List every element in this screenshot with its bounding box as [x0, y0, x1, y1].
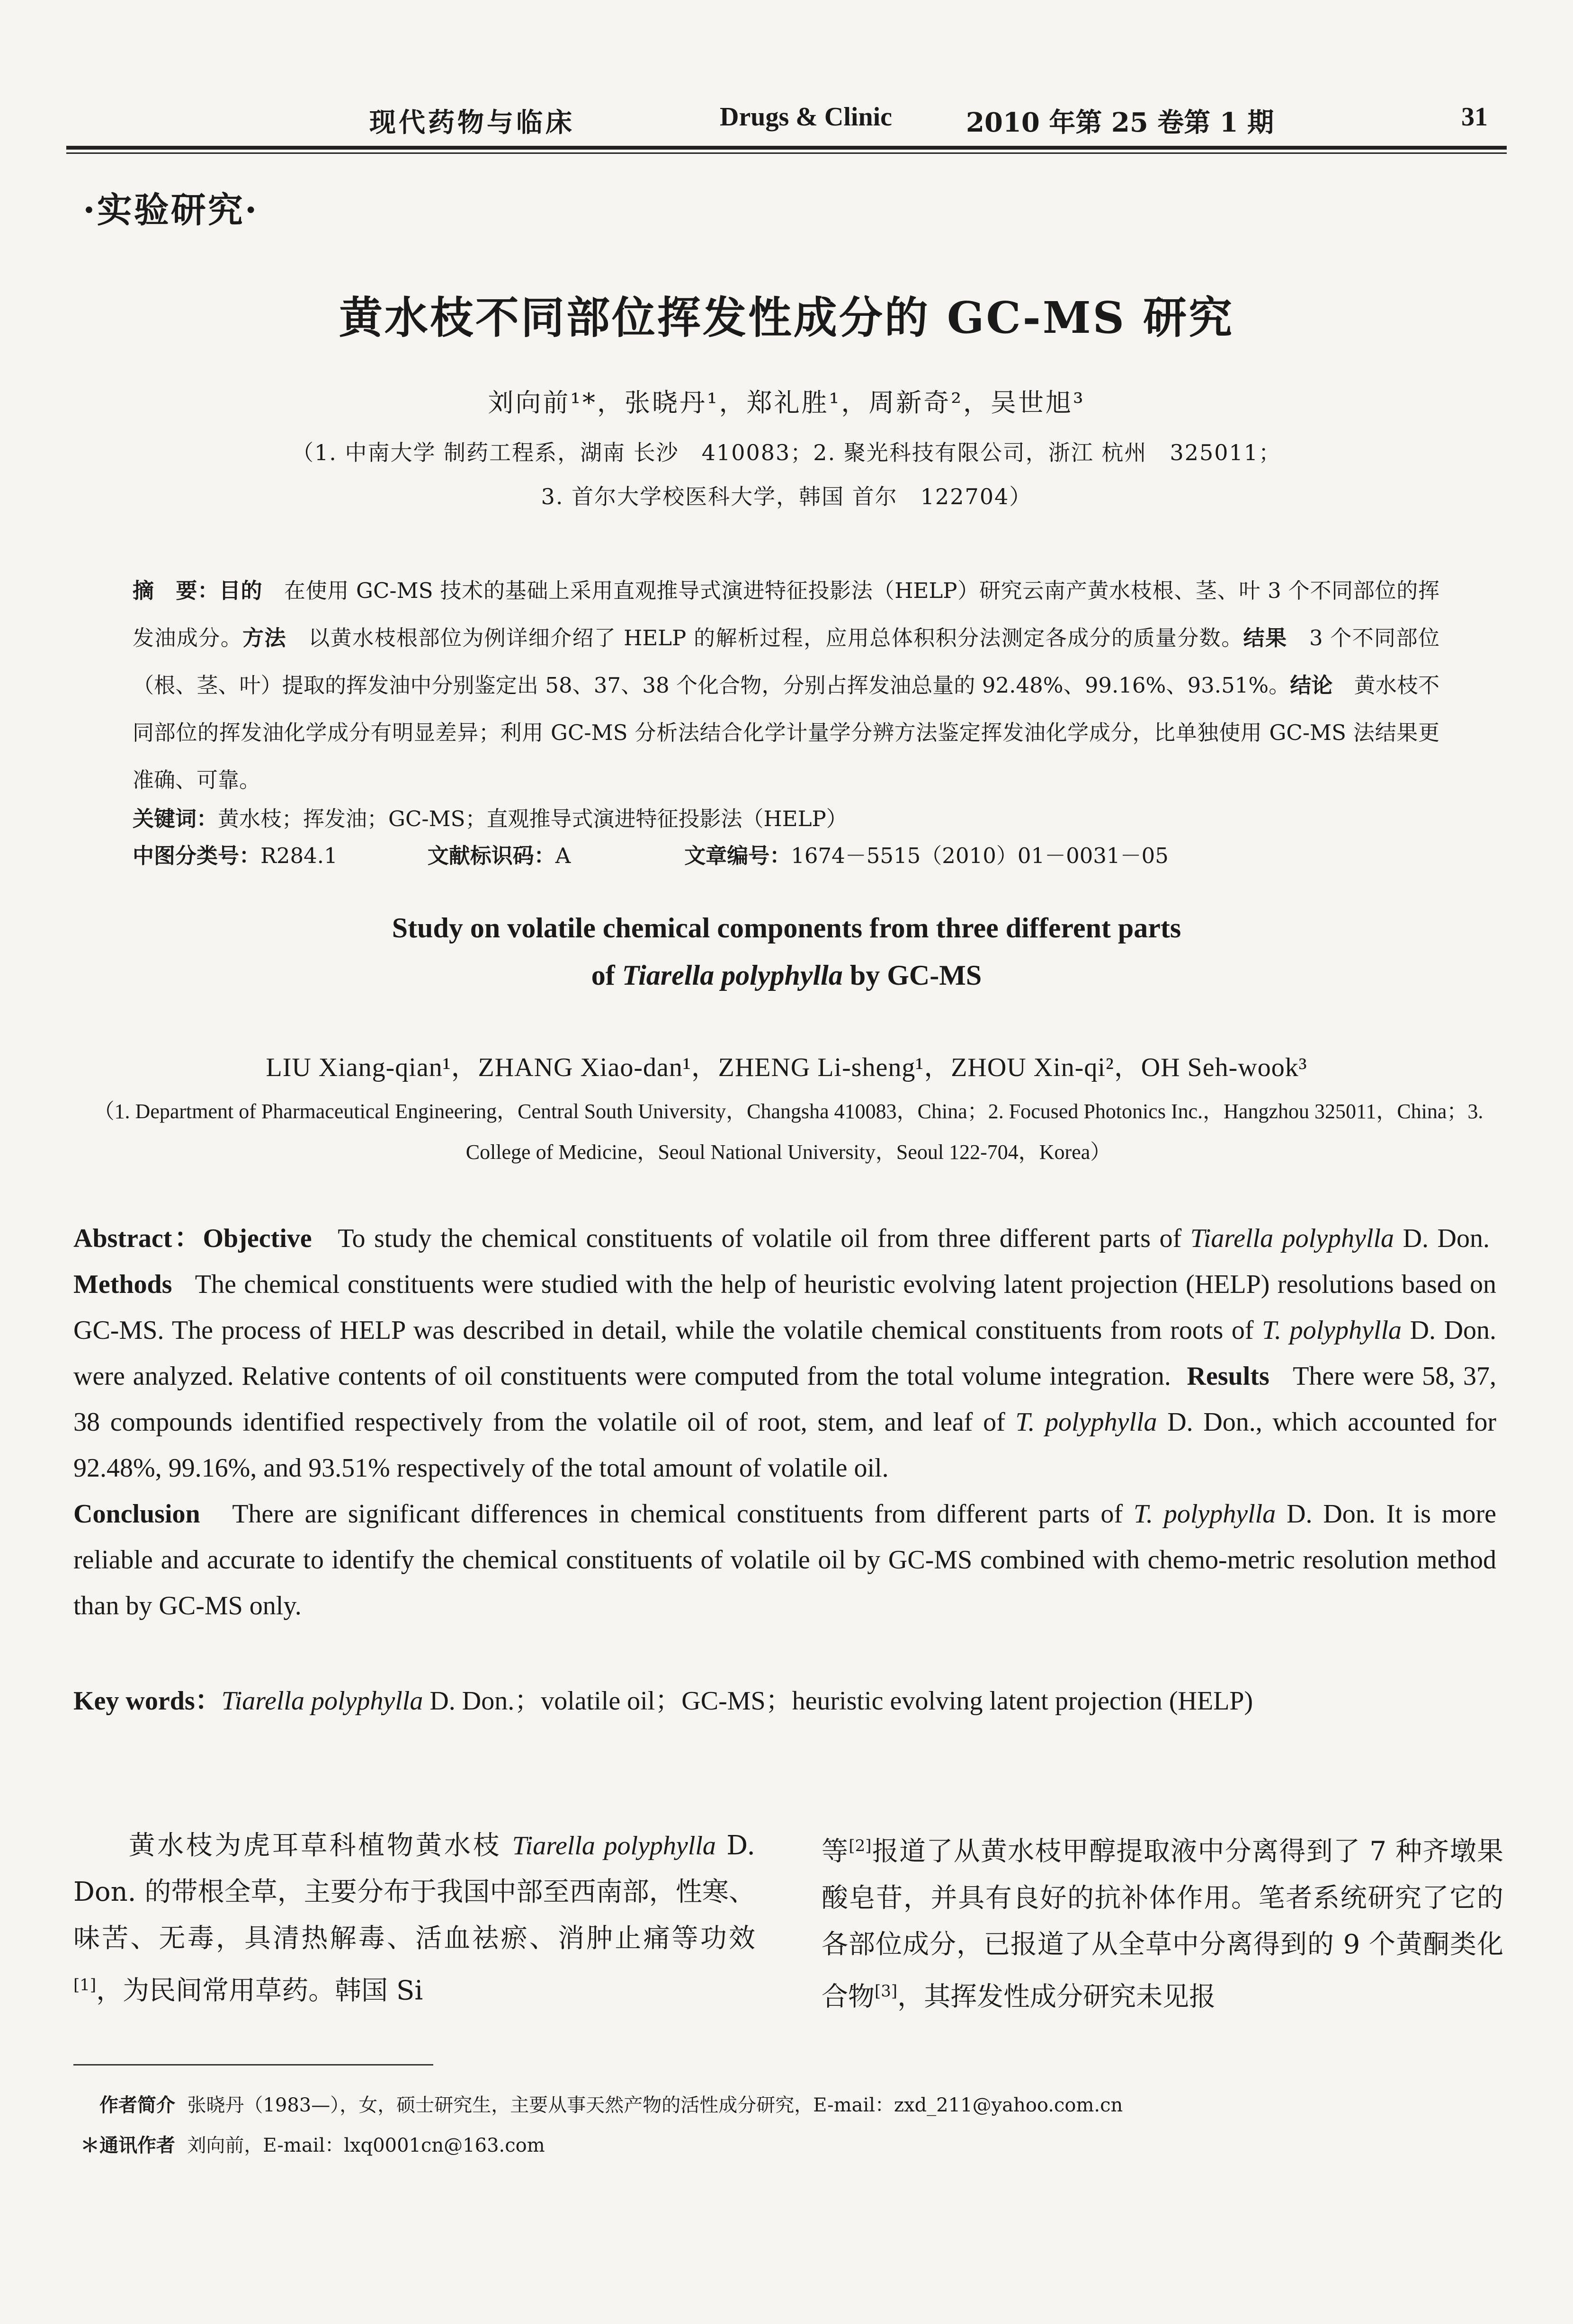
authors-cn: 刘向前¹*，张晓丹¹，郑礼胜¹，周新奇²，吴世旭³: [488, 388, 1085, 418]
doc-code-label: 文献标识码：: [427, 843, 555, 868]
abstract-en-label: Abstract：: [73, 1224, 203, 1253]
keywords-en-species: Tiarella polyphylla: [221, 1686, 423, 1716]
journal-name-cn: 现代药物与临床: [369, 107, 575, 138]
keywords-cn: [133, 805, 1439, 833]
citation-ref: [3]: [875, 1981, 898, 2001]
objective-text-cn: 在使用 GC-MS 技术的基础上采用直观推导式演进特征投影法（HELP）研究云南产黄水枝根、茎、叶 3 个不同部位的挥发油成分。: [133, 578, 1439, 650]
clc-label: 中图分类号：: [133, 843, 261, 868]
page-number: 31: [1461, 102, 1488, 132]
body-right-text-3: ，其挥发性成分研究未见报: [897, 1981, 1216, 2012]
species-name: T. polyphylla: [1015, 1407, 1157, 1437]
citation-ref: [2]: [849, 1836, 872, 1855]
body-column-right: [822, 1823, 1503, 2020]
objective-label-en: Objective: [203, 1224, 312, 1253]
citation-ref: [1]: [73, 1976, 97, 1995]
results-text-cn: 3 个不同部位（根、茎、叶）提取的挥发油中分别鉴定出 58、37、38 个化合物，分别占挥发油总量的 92.48%、99.16%、93.51%。: [133, 625, 1439, 698]
journal-name-en: Drugs & Clinic: [720, 102, 892, 132]
body-left-text-1: 黄水枝为虎耳草科植物黄水枝: [126, 1830, 502, 1861]
conclusion-label-en: Conclusion: [73, 1499, 200, 1529]
footnote-corresponding: [80, 2130, 545, 2157]
body-left-species: Tiarella polyphylla: [512, 1831, 716, 1861]
affiliation-cn-line1: （1. 中南大学 制药工程系，湖南 长沙 410083；2. 聚光科技有限公司，浙江 杭州 325011；: [291, 440, 1282, 465]
keywords-en-text: D. Don.；volatile oil；GC-MS；heuristic evolving latent projection (HELP): [429, 1686, 1253, 1716]
header-rule-thick: [66, 146, 1507, 150]
keywords-cn-text: 黄水枝；挥发油；GC-MS；直观推导式演进特征投影法（HELP）: [218, 806, 848, 831]
issue-info: 2010 年第 25 卷第 1 期: [966, 107, 1274, 138]
keywords-and-classification-cn: [133, 805, 1439, 870]
body-left-text-2: D. Don. 的带根全草，主要分布于我国中部至西南部，性寒、味苦、无毒，具清热解毒、活血祛瘀、消肿止痛等功效: [73, 1830, 755, 1954]
objective-text-en: To study the chemical constituents of volatile oil from three different parts of: [338, 1224, 1182, 1253]
results-text-en-2: D. Don., which accounted for 92.48%, 99.16%, and 93.51% respectively of the total amount of volatile oil.: [73, 1407, 1497, 1483]
abstract-cn-label: 摘 要：: [133, 578, 219, 603]
title-en-prefix: of: [591, 960, 622, 991]
affiliation-cn-line2: 3. 首尔大学校医科大学，韩国 首尔 122704）: [541, 484, 1032, 509]
conclusion-label-cn: 结论: [1290, 673, 1333, 698]
species-name: T. polyphylla: [1262, 1316, 1402, 1345]
abstract-cn: [133, 567, 1439, 804]
results-label-cn: 结果: [1243, 625, 1287, 650]
conclusion-text-cn: 黄水枝不同部位的挥发油化学成分有明显差异；利用 GC-MS 分析法结合化学计量学分辨方法鉴定挥发油化学成分，比单独使用 GC-MS 法结果更准确、可靠。: [133, 673, 1439, 792]
article-number-value: 1674－5515（2010）01－0031－05: [791, 843, 1169, 868]
title-en-line1: Study on volatile chemical components from three different parts: [392, 912, 1181, 944]
authors-en: LIU Xiang-qian¹，ZHANG Xiao-dan¹，ZHENG Li-sheng¹，ZHOU Xin-qi²，OH Seh-wook³: [266, 1053, 1307, 1082]
keywords-en: [73, 1678, 1496, 1724]
clc-value: R284.1: [260, 843, 338, 868]
footnote-author-bio: [99, 2090, 1123, 2117]
running-header: [66, 102, 1507, 140]
classification-line: [133, 842, 1439, 870]
methods-label-cn: 方法: [242, 625, 286, 650]
title-en-suffix: by GC-MS: [842, 960, 982, 991]
article-number-label: 文章编号：: [684, 843, 791, 868]
species-author: D. Don.: [1403, 1224, 1490, 1253]
title-en: [0, 904, 1573, 999]
conclusion-text-en: There are significant differences in chemical constituents from different parts of: [232, 1499, 1123, 1529]
footnote-author-text: 张晓丹（1983—），女，硕士研究生，主要从事天然产物的活性成分研究，E-mail：zxd_211@yahoo.com.cn: [187, 2094, 1123, 2116]
footnote-author-label: 作者简介: [99, 2094, 175, 2116]
doc-code-value: A: [555, 843, 571, 868]
footnote-rule: [73, 2064, 433, 2066]
body-right-text-1: 等: [822, 1836, 849, 1867]
abstract-en: [73, 1216, 1496, 1629]
keywords-cn-label: 关键词：: [133, 806, 218, 831]
methods-text-en: The chemical constituents were studied with the help of heuristic evolving latent projection (HELP) resolutions based on GC-MS. The process of HELP was described in detail, while the volatile chemical constituents from roots of: [73, 1270, 1496, 1345]
species-name: T. polyphylla: [1133, 1499, 1276, 1529]
keywords-en-label: Key words：: [73, 1686, 222, 1716]
results-text-en: There were 58, 37, 38 compounds identified respectively from the volatile oil of root, stem, and leaf of: [73, 1362, 1496, 1437]
affiliation-en: （1. Department of Pharmaceutical Engineering，Central South University，Changsha 410083，China；2. Focused Photonics Inc.，Hangzhou 325011，China；3. College of Medicine，Seoul National University，Seoul 122-704，Korea）: [93, 1100, 1484, 1164]
body-right-text-2: 报道了从黄水枝甲醇提取液中分离得到了 7 种齐墩果酸皂苷，并具有良好的抗补体作用。笔者系统研究了它的各部位成分，已报道了从全草中分离得到的 9 个黄酮类化合物: [822, 1836, 1504, 2012]
objective-label-cn: 目的: [219, 578, 263, 603]
species-name: Tiarella polyphylla: [1190, 1224, 1394, 1253]
results-label-en: Results: [1187, 1362, 1269, 1391]
footnote-corr-text: 刘向前，E-mail：lxq0001cn@163.com: [187, 2135, 545, 2156]
body-column-left: [73, 1823, 755, 2014]
header-rule-thin: [66, 152, 1507, 154]
footnote-corr-label: ＊通讯作者: [80, 2134, 175, 2156]
title-en-species: Tiarella polyphylla: [622, 960, 843, 991]
methods-text-en-2: D. Don. were analyzed. Relative contents of oil constituents were computed from the total volume integration.: [73, 1316, 1497, 1391]
section-label: ·实验研究·: [83, 190, 259, 231]
conclusion-text-en-2: D. Don. It is more reliable and accurate to identify the chemical constituents of volatile oil by GC-MS combined with chemo-metric resolution method than by GC-MS only.: [73, 1499, 1496, 1621]
body-left-text-3: ，为民间常用草药。韩国 Si: [96, 1975, 423, 2006]
methods-label-en: Methods: [73, 1270, 172, 1299]
title-cn: 黄水枝不同部位挥发性成分的 GC-MS 研究: [339, 292, 1234, 343]
methods-text-cn: 以黄水枝根部位为例详细介绍了 HELP 的解析过程，应用总体积积分法测定各成分的质量分数。: [308, 625, 1243, 650]
title-en-line2: [0, 952, 1573, 999]
